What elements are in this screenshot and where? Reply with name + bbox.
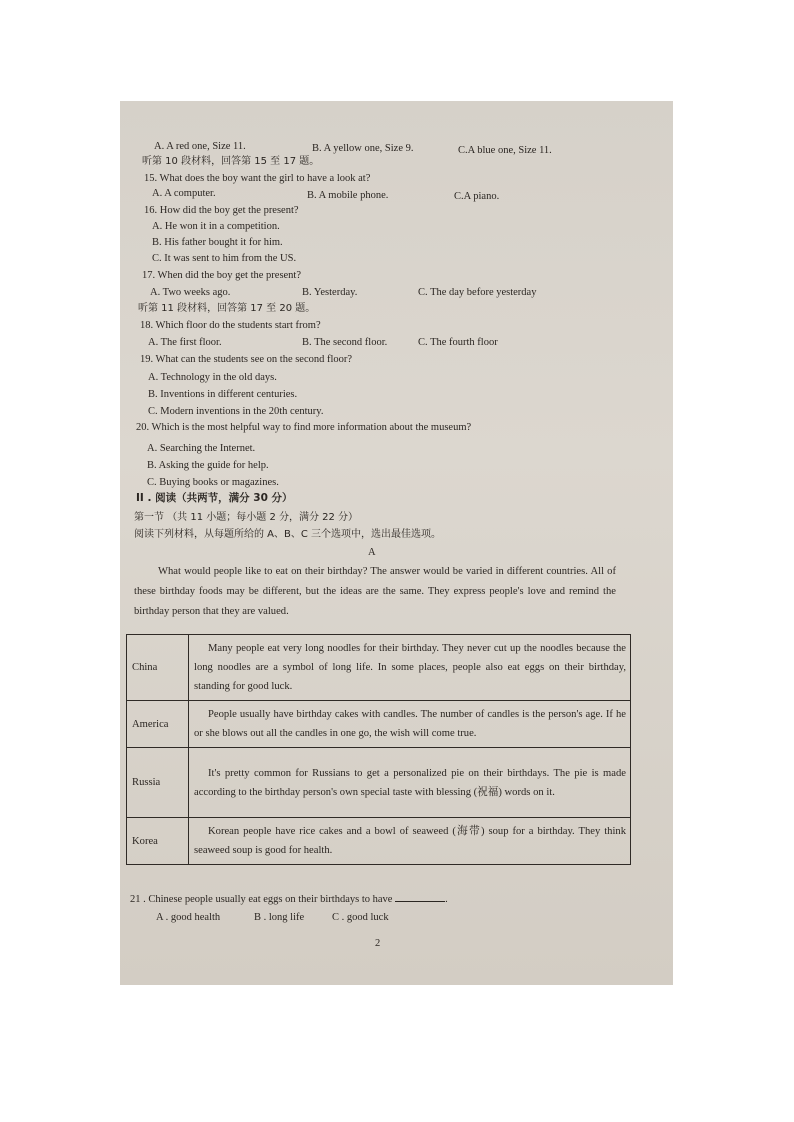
- q16-stem: 16. How did the boy get the present?: [144, 205, 299, 216]
- q16-option-a: A. He won it in a competition.: [152, 221, 280, 232]
- answer-blank: [395, 891, 445, 902]
- q18-stem: 18. Which floor do the students start from?: [140, 320, 321, 331]
- table-desc-cell: [189, 818, 631, 865]
- q16-option-b: B. His father bought it for him.: [152, 237, 283, 248]
- q20-option-c: C. Buying books or magazines.: [147, 477, 279, 488]
- passage-intro: [134, 562, 616, 622]
- table-country-cell: China: [127, 635, 189, 701]
- q21-stem-line: [130, 891, 448, 906]
- q15-option-a: A. A computer.: [152, 188, 216, 199]
- table-desc-text: People usually have birthday cakes with candles. The number of candles is the person's age. If he or she blows out all the candles in one go, the wish will come true.: [194, 709, 626, 739]
- table-desc-cell: [189, 701, 631, 748]
- birthday-food-table: [126, 634, 631, 865]
- q14-option-c: C.A blue one, Size 11.: [458, 145, 552, 156]
- table-row: [127, 635, 631, 701]
- q14-option-b: B. A yellow one, Size 9.: [312, 143, 414, 154]
- q21-stem: 21 . Chinese people usually eat eggs on their birthdays to have: [130, 894, 393, 905]
- q18-option-b: B. The second floor.: [302, 337, 388, 348]
- listening-instruction-10: 听第 10 段材料，回答第 15 至 17 题。: [142, 156, 320, 167]
- table-desc-text: It's pretty common for Russians to get a personalized pie on their birthdays. The pie is made according to the birthday person's own special taste with blessing (祝福) words on it.: [194, 767, 626, 798]
- section-title-reading: II . 阅读（共两节，满分 30 分）: [136, 492, 293, 504]
- table-country-cell: Russia: [127, 748, 189, 818]
- q18-option-c: C. The fourth floor: [418, 337, 498, 348]
- part-instruction: 阅读下列材料，从每题所给的 A、B、C 三个选项中，选出最佳选项。: [134, 529, 442, 540]
- q16-option-c: C. It was sent to him from the US.: [152, 253, 297, 264]
- q20-option-a: A. Searching the Internet.: [147, 443, 256, 454]
- page-number: 2: [375, 938, 381, 949]
- q19-stem: 19. What can the students see on the second floor?: [140, 354, 353, 365]
- table-country-cell: America: [127, 701, 189, 748]
- q15-option-b: B. A mobile phone.: [307, 190, 389, 201]
- q17-option-b: B. Yesterday.: [302, 287, 358, 298]
- q17-option-a: A. Two weeks ago.: [150, 287, 231, 298]
- q20-option-b: B. Asking the guide for help.: [147, 460, 269, 471]
- q19-option-b: B. Inventions in different centuries.: [148, 389, 298, 400]
- q19-option-a: A. Technology in the old days.: [148, 372, 277, 383]
- q17-option-c: C. The day before yesterday: [418, 287, 537, 298]
- q15-stem: 15. What does the boy want the girl to have a look at?: [144, 173, 371, 184]
- q14-option-a: A. A red one, Size 11.: [154, 141, 246, 152]
- q20-stem: 20. Which is the most helpful way to find more information about the museum?: [136, 422, 472, 433]
- table-country-cell: Korea: [127, 818, 189, 865]
- q21-option-a: A . good health: [156, 912, 221, 923]
- part-title: 第一节 （共 11 小题；每小题 2 分，满分 22 分）: [134, 512, 359, 523]
- q21-option-b: B . long life: [254, 912, 305, 923]
- table-row: [127, 748, 631, 818]
- table-desc-cell: [189, 635, 631, 701]
- table-desc-cell: [189, 748, 631, 818]
- exam-page: [120, 101, 673, 985]
- table-row: [127, 701, 631, 748]
- q21-option-c: C . good luck: [332, 912, 389, 923]
- passage-label: A: [368, 547, 376, 558]
- table-desc-text: Korean people have rice cakes and a bowl of seaweed (海带) soup for a birthday. They think seaweed soup is good for health.: [194, 826, 626, 856]
- passage-intro-text: What would people like to eat on their birthday? The answer would be varied in different countries. All of these birthday foods may be different, but the ideas are the same. They express people's love and remind the birthday person that they are valued.: [134, 566, 616, 617]
- q17-stem: 17. When did the boy get the present?: [142, 270, 302, 281]
- q19-option-c: C. Modern inventions in the 20th century.: [148, 406, 324, 417]
- table-row: [127, 818, 631, 865]
- q21-stem-end: .: [445, 894, 448, 905]
- listening-instruction-11: 听第 11 段材料，回答第 17 至 20 题。: [138, 303, 316, 314]
- q18-option-a: A. The first floor.: [148, 337, 222, 348]
- table-desc-text: Many people eat very long noodles for their birthday. They never cut up the noodles because the long noodles are a symbol of long life. In some places, people also eat eggs on their birthday, standing for good luck.: [194, 643, 626, 692]
- q15-option-c: C.A piano.: [454, 191, 500, 202]
